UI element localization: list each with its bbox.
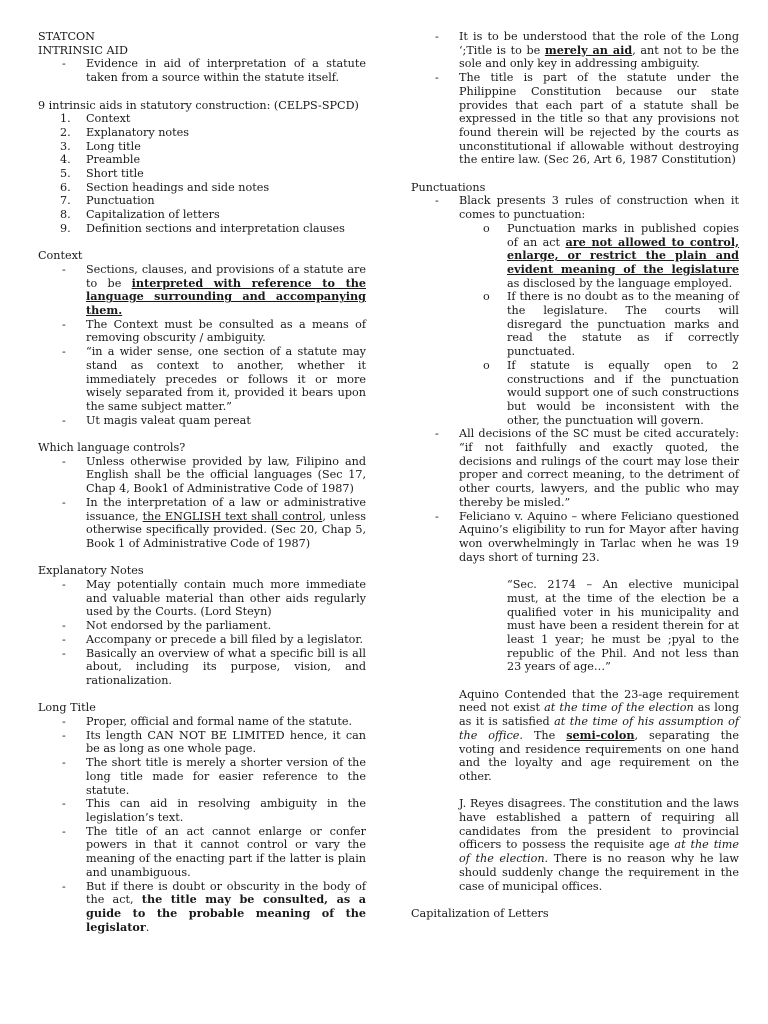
list-item: - The title of an act cannot enlarge or confer powers in that it cannot control or vary the meaning of the enacting part if the latter is plain and unambiguous.: [38, 825, 366, 880]
context-list: [38, 263, 366, 427]
list-item: 3. Long title: [60, 139, 141, 153]
list-item: - It is to be understood that the role of the Long ‘;Title is to be merely an aid, ant not to be the sole and only key in addressing ambiguity.: [411, 30, 739, 71]
list-item: 4. Preamble: [60, 153, 141, 167]
list-item: - Accompany or precede a bill filed by a legislator.: [38, 633, 366, 647]
list-item: - All decisions of the SC must be cited accurately: “if not faithfully and exactly quoted, the decisions and rulings of the court may lose their proper and correct meaning, to the detriment of other courts, lawyers, and the public who may thereby be misled.”: [411, 427, 739, 509]
doc-subtitle: INTRINSIC AID: [38, 43, 128, 57]
left-column: [38, 30, 366, 934]
list-item: - Ut magis valeat quam pereat: [38, 414, 366, 428]
list-item: - Evidence in aid of interpretation of a statute taken from a source within the statute itself.: [38, 57, 366, 84]
section-heading-capitalization: Capitalization of Letters: [411, 906, 549, 920]
list-item: - This can aid in resolving ambiguity in the legislation’s text.: [38, 797, 366, 824]
list-item: - Proper, official and formal name of the statute.: [38, 715, 366, 729]
reyes-paragraph: J. Reyes disagrees. The constitution and the laws have established a pattern of requiring all candidates from the president to provincial officers to possess the requisite age at the time of the election. There is no reason why he law should suddenly change the requirement in the case of municipal offices.: [459, 797, 739, 893]
intrinsic-def-list: [38, 57, 366, 84]
list-item: - Not endorsed by the parliament.: [38, 619, 366, 633]
list-item: 7. Punctuation: [60, 194, 155, 208]
list-item: - Unless otherwise provided by law, Filipino and English shall be the official languages (Sec 17, Chap 4, Book1 of Administrative Code of 1987): [38, 455, 366, 496]
list-item: o If there is no doubt as to the meaning of the legislature. The courts will disregard the punctuation marks and read the statute as if correctly punctuated.: [411, 290, 739, 359]
section-heading-language: Which language controls?: [38, 441, 186, 455]
section-heading-explanatory-notes: Explanatory Notes: [38, 564, 144, 578]
list-item: 5. Short title: [60, 167, 144, 181]
list-item: - “in a wider sense, one section of a statute may stand as context to another, whether it immediately precedes or follows it or more wisely separated from it, provided it bears upon the same subject matter.”: [38, 345, 366, 414]
right-column: [411, 30, 739, 921]
list-item: - Black presents 3 rules of construction when it comes to punctuation:: [411, 194, 739, 221]
nine-aids-intro: 9 intrinsic aids in statutory construction: (CELPS-SPCD): [38, 98, 359, 112]
section-heading-punctuations: Punctuations: [411, 180, 486, 194]
list-item: - May potentially contain much more immediate and valuable material than other aids regularly used by the Courts. (Lord Steyn): [38, 578, 366, 619]
list-item: - The short title is merely a shorter version of the long title made for easier reference to the statute.: [38, 756, 366, 797]
explanatory-list: [38, 578, 366, 688]
section-heading-context: Context: [38, 249, 83, 263]
long-title-continued-list: [411, 30, 739, 167]
block-quote: “Sec. 2174 – An elective municipal must, at the time of the election be a qualified voter in his municipality and must have been a resident therein for at least 1 year; he must be ;pyal to the republic of the Phil. And not less than 23 years of age…”: [507, 578, 739, 674]
list-item: - Basically an overview of what a specific bill is all about, including its purpose, vision, and rationalization.: [38, 647, 366, 688]
punctuation-list-continued: [411, 427, 739, 564]
list-item: - Its length CAN NOT BE LIMITED hence, it can be as long as one whole page.: [38, 729, 366, 756]
punctuation-rules-list: [411, 222, 739, 428]
section-heading-long-title: Long Title: [38, 701, 96, 715]
list-item: o Punctuation marks in published copies of an act are not allowed to control, enlarge, or restrict the plain and evident meaning of the legislature as disclosed by the language employed.: [411, 222, 739, 291]
long-title-list: [38, 715, 366, 934]
list-item: - Feliciano v. Aquino – where Feliciano questioned Aquino’s eligibility to run for Mayor after having won overwhelmingly in Tarlac when he was 19 days short of turning 23.: [411, 510, 739, 565]
list-item: - In the interpretation of a law or administrative issuance, the ENGLISH text shall control, unless otherwise specifically provided. (Sec 20, Chap 5, Book 1 of Administrative Code of 1987): [38, 496, 366, 551]
nine-aids-list: [38, 112, 366, 235]
list-item: - Sections, clauses, and provisions of a statute are to be interpreted with reference to the language surrounding and accompanying them.: [38, 263, 366, 318]
list-item: 9. Definition sections and interpretation clauses: [60, 221, 345, 235]
language-list: [38, 455, 366, 551]
list-item: - The Context must be consulted as a means of removing obscurity / ambiguity.: [38, 318, 366, 345]
list-item: 2. Explanatory notes: [60, 125, 190, 139]
doc-title: STATCON: [38, 30, 95, 43]
list-item: - But if there is doubt or obscurity in the body of the act, the title may be consulted, as a guide to the probable meaning of the legislator.: [38, 880, 366, 935]
list-item: - The title is part of the statute under the Philippine Constitution because our state provides that each part of a statute shall be expressed in the title so that any provisions not found therein will be rejected by the courts as unconstitutional if allowable without destroying the entire law. (Sec 26, Art 6, 1987 Constitution): [411, 71, 739, 167]
list-item: 1. Context: [60, 112, 131, 126]
aquino-paragraph: Aquino Contended that the 23-age requirement need not exist at the time of the election as long as it is satisfied at the time of his assumption of the office. The semi-colon, separating the voting and residence requirements on one hand and the loyalty and age requirement on the other.: [459, 687, 740, 783]
punctuation-list: [411, 194, 739, 221]
list-item: 6. Section headings and side notes: [60, 180, 270, 194]
list-item: 8. Capitalization of letters: [60, 208, 220, 222]
list-item: o If statute is equally open to 2 constructions and if the punctuation would support one of such constructions but would be inconsistent with the other, the punctuation will govern.: [411, 359, 739, 428]
